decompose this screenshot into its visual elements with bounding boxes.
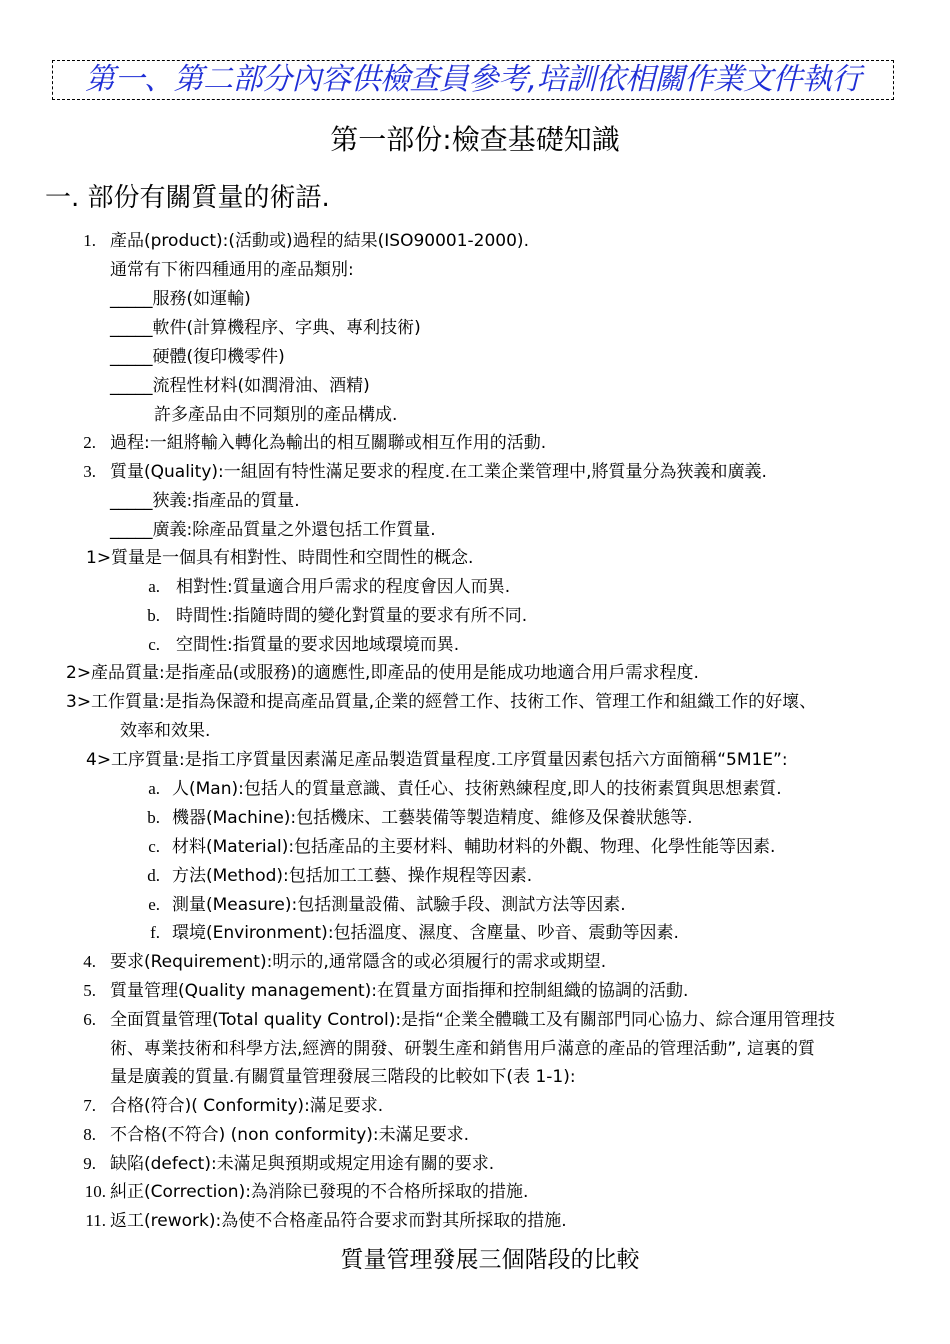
list-item: _____軟件(計算機程序、字典、專利技術) xyxy=(110,318,421,338)
list-item: 質量(Quality):一組固有特性滿足要求的程度.在工業企業管理中,將質量分為狹義和廣義. xyxy=(110,462,767,482)
item-number: e. xyxy=(148,895,160,914)
item-number: 4. xyxy=(83,952,96,971)
list-item: 效率和效果. xyxy=(120,721,211,741)
list-item: 不合格(不符合) (non conformity):未滿足要求. xyxy=(110,1125,470,1145)
item-number: a. xyxy=(148,577,160,596)
list-item: 全面質量管理(Total quality Control):是指“企業全體職工及有關部門同心協力、綜合運用管理技 xyxy=(110,1010,835,1030)
list-item: 方法(Method):包括加工工藝、操作規程等因素. xyxy=(172,866,533,886)
list-item: 材料(Material):包括產品的主要材料、輔助材料的外觀、物理、化學性能等因素. xyxy=(172,837,776,857)
list-item: 機器(Machine):包括機床、工藝裝備等製造精度、維修及保養狀態等. xyxy=(172,808,693,828)
list-item: _____狹義:指產品的質量. xyxy=(110,491,300,511)
item-number: a. xyxy=(148,779,160,798)
item-number: d. xyxy=(147,866,160,885)
item-number: 11. xyxy=(85,1211,106,1230)
list-item: _____流程性材料(如潤滑油、酒精) xyxy=(110,376,370,396)
list-item: 空間性:指質量的要求因地域環境而異. xyxy=(176,635,460,655)
table-caption: 質量管理發展三個階段的比較 xyxy=(340,1247,640,1273)
item-number: f. xyxy=(150,923,160,942)
list-item: 1>質量是一個具有相對性、時間性和空間性的概念. xyxy=(86,548,474,568)
item-number: 6. xyxy=(83,1010,96,1029)
list-item: 4>工序質量:是指工序質量因素滿足產品製造質量程度.工序質量因素包括六方面簡稱“5M1E”: xyxy=(86,750,788,770)
list-item: 3>工作質量:是指為保證和提高產品質量,企業的經營工作、技術工作、管理工作和組織工作的好壞、 xyxy=(66,692,817,712)
list-item: 人(Man):包括人的質量意識、責任心、技術熟練程度,即人的技術素質與思想素質. xyxy=(172,779,782,799)
item-number: 5. xyxy=(83,981,96,1000)
page-title: 第一部份:檢查基礎知識 xyxy=(330,123,620,156)
list-item: 2>產品質量:是指產品(或服務)的適應性,即產品的使用是能成功地適合用戶需求程度. xyxy=(66,663,699,683)
list-item: 術、專業技術和科學方法,經濟的開發、研製生產和銷售用戶滿意的產品的管理活動”, 這裏的質 xyxy=(110,1039,816,1059)
item-number: b. xyxy=(147,606,160,625)
list-item: 許多產品由不同類別的產品構成. xyxy=(154,405,398,425)
item-number: 7. xyxy=(83,1096,96,1115)
list-item: 過程:一組將輸入轉化為輸出的相互關聯或相互作用的活動. xyxy=(110,433,547,453)
list-item: 缺陷(defect):未滿足與預期或規定用途有關的要求. xyxy=(110,1154,495,1174)
item-number: 9. xyxy=(83,1154,96,1173)
list-item: 量是廣義的質量.有關質量管理發展三階段的比較如下(表 1-1): xyxy=(110,1067,576,1087)
list-item: 糾正(Correction):為消除已發現的不合格所採取的措施. xyxy=(110,1182,529,1202)
list-item: _____服務(如運輸) xyxy=(110,289,251,309)
item-number: 3. xyxy=(83,462,96,481)
list-item: _____廣義:除產品質量之外還包括工作質量. xyxy=(110,520,436,540)
list-item: _____硬體(復印機零件) xyxy=(110,347,285,367)
list-item: 環境(Environment):包括溫度、濕度、含塵量、吵音、震動等因素. xyxy=(172,923,679,943)
item-number: 1. xyxy=(83,231,96,250)
list-item: 通常有下術四種通用的產品類別: xyxy=(110,260,354,280)
list-item: 質量管理(Quality management):在質量方面指揮和控制組織的協調的活動. xyxy=(110,981,689,1001)
item-number: c. xyxy=(148,837,160,856)
list-item: 返工(rework):為使不合格產品符合要求而對其所採取的措施. xyxy=(110,1211,567,1231)
item-number: b. xyxy=(147,808,160,827)
item-number: 8. xyxy=(83,1125,96,1144)
item-number: 10. xyxy=(84,1182,106,1201)
section-heading: 一. 部份有關質量的術語. xyxy=(45,183,330,213)
reference-banner: 第一、第二部分內容供檢查員參考,培訓依相關作業文件執行 xyxy=(52,60,894,100)
list-item: 要求(Requirement):明示的,通常隱含的或必須履行的需求或期望. xyxy=(110,952,607,972)
list-item: 時間性:指隨時間的變化對質量的要求有所不同. xyxy=(176,606,528,626)
list-item: 合格(符合)( Conformity):滿足要求. xyxy=(110,1096,384,1116)
item-number: c. xyxy=(148,635,160,654)
list-item: 測量(Measure):包括測量設備、試驗手段、測試方法等因素. xyxy=(172,895,626,915)
list-item: 產品(product):(活動或)過程的結果(ISO90001-2000). xyxy=(110,231,529,251)
list-item: 相對性:質量適合用戶需求的程度會因人而異. xyxy=(176,577,511,597)
item-number: 2. xyxy=(83,433,96,452)
